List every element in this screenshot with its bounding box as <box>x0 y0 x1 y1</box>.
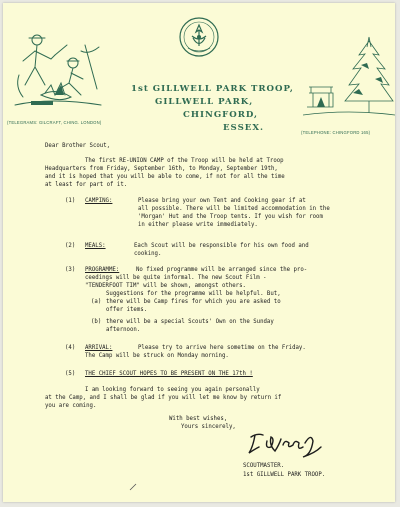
item-3-line-2: ceedings will be quite informal. The new Scout Film - <box>85 275 267 281</box>
item-3a-line-2: offer items. <box>106 307 148 313</box>
item-2-line-1: Each Scout will be responsible for his own food and <box>134 243 309 249</box>
item-4-line-2: The Camp will be struck on Monday morning. <box>85 353 229 359</box>
item-3b-line-2: afternoon. <box>106 327 141 333</box>
item-3b-line-1: there will be a special Scouts' Own on the Sunday <box>106 319 274 325</box>
best-wishes: With best wishes, <box>169 416 228 422</box>
intro-line-3: and it is hoped that you will be able to come, if not for all the time <box>45 174 285 180</box>
scoutmaster-title: SCOUTMASTER. <box>243 463 285 469</box>
item-3-line-4: Suggestions for the programme will be helpful. But, <box>106 291 281 297</box>
item-3-heading: PROGRAMME: <box>85 267 120 273</box>
pine-tree-campfire-vignette-icon <box>303 33 395 125</box>
item-4-line-1: Please try to arrive here sometime on the Friday. <box>138 345 306 351</box>
item-5-text: THE CHIEF SCOUT HOPES TO BE PRESENT ON THE 17th ! <box>85 371 253 377</box>
intro-line-2: Headquarters from Friday, September 16th, to Monday, September 19th, <box>45 166 278 172</box>
salutation: Dear Brother Scout, <box>45 143 111 149</box>
item-3-line-1: No fixed programme will be arranged since the pro- <box>136 267 308 273</box>
item-3-number: (3) <box>65 267 76 273</box>
item-2-heading: MEALS: <box>85 243 106 249</box>
item-1-line-4: in either please write immediately. <box>138 222 258 228</box>
item-1-line-3: 'Morgan' Hut and the Troop tents. If you wish for room <box>138 214 323 220</box>
closing-line-1: I am looking forward to seeing you again personally <box>85 387 260 393</box>
item-3b-label: (b) <box>91 319 102 325</box>
pencil-mark <box>129 483 137 491</box>
closing-line-2: at the Camp, and I shall be glad if you will let me know by return if <box>45 395 282 401</box>
letter-page <box>3 3 395 502</box>
intro-line-4: at least for part of it. <box>45 182 128 188</box>
item-4-heading: ARRIVAL: <box>85 345 113 351</box>
item-1-line-1: Please bring your own Tent and Cooking gear if at <box>138 198 306 204</box>
item-5-number: (5) <box>65 371 76 377</box>
letterhead-line1: 1st GILLWELL PARK TROOP, <box>131 84 294 94</box>
item-3-line-3: "TENDERFOOT TIM" will be shown, amongst others. <box>85 283 246 289</box>
item-1-number: (1) <box>65 198 76 204</box>
item-2-number: (2) <box>65 243 76 249</box>
scouts-cooking-vignette-icon <box>11 25 107 115</box>
yours-sincerely: Yours sincerely, <box>181 424 236 430</box>
item-1-line-2: all possible. There will be limited accommodation in the <box>138 206 330 212</box>
item-1-heading: CAMPING: <box>85 198 113 204</box>
letterhead-line4: ESSEX. <box>223 123 264 133</box>
item-3a-label: (a) <box>91 299 102 305</box>
letterhead-line2: GILLWELL PARK, <box>155 97 254 107</box>
intro-line-1: The first RE-UNION CAMP of the Troop will be held at Troop <box>85 158 284 164</box>
telephone-number: (TELEPHONE: CHINGFORD 165) <box>301 130 371 135</box>
item-2-line-2: cooking. <box>134 251 162 257</box>
item-4-number: (4) <box>65 345 76 351</box>
letterhead-line3: CHINGFORD, <box>183 110 259 120</box>
troop-name: 1st GILLWELL PARK TROOP. <box>243 472 326 478</box>
signature-icon <box>241 427 331 461</box>
scout-emblem-seal-icon <box>178 16 220 58</box>
closing-line-3: you are coming. <box>45 403 97 409</box>
item-3a-line-1: there will be Camp fires for which you are asked to <box>106 299 281 305</box>
telegrams-address: (TELEGRAMS: GILCRAFT, CHING. LONDON) <box>7 120 102 125</box>
